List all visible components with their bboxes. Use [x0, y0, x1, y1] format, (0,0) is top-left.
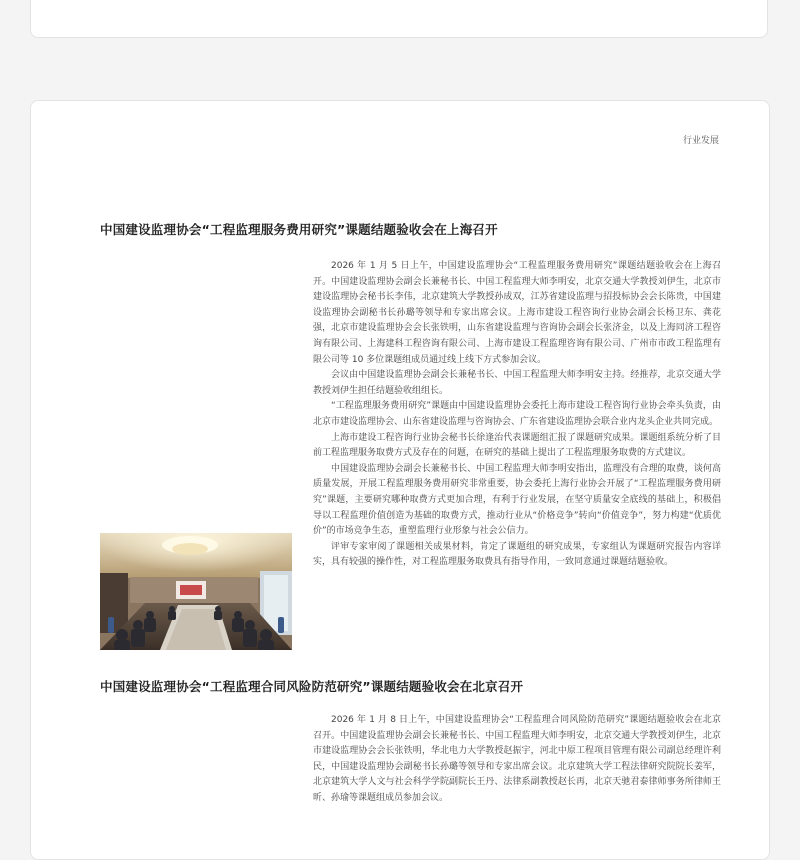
paragraph: 评审专家审阅了课题相关成果材料，肯定了课题组的研究成果，专家组认为课题研究报告内容详实，具有较强的操作性，对工程监理服务取费具有指导作用，一致同意通过课题结题验收。: [313, 541, 721, 568]
article-2-body: [313, 713, 721, 803]
paragraph: 上海市建设工程咨询行业协会秘书长徐逢治代表课题组汇报了课题研究成果。课题组系统分析了目前工程监理服务取费方式及存在的问题，在研究的基础上提出了工程监理服务取费的方式建议。: [313, 432, 721, 459]
article-1-title: 中国建设监理协会“工程监理服务费用研究”课题结题验收会在上海召开: [100, 222, 498, 237]
meeting-photo: [100, 533, 292, 650]
paragraph: 会议由中国建设监理协会副会长兼秘书长、中国工程监理大师李明安主持。经推荐，北京交通大学教授刘伊生担任结题验收组组长。: [313, 370, 721, 396]
paragraph: 2026 年 1 月 5 日上午，中国建设监理协会“工程监理服务费用研究”课题结题验收会在上海召开。中国建设监理协会副会长兼秘书长、中国工程监理大师李明安，北京交通大学教授刘伊生，北京市建设监理协会秘书长李伟，北京建筑大学教授孙成双，江苏省建设监理与招投标协会会长陈贵，中国建设监理协会副秘书长孙璐等领导和专家出席会议。上海市建设工程咨询行业协会副会长杨卫东、龚花强，北京市建设监理协会会长张铁明，山东省建设监理与咨询协会副会长张济金，以及上海同济工程咨询有限公司、上海建科工程咨询有限公司、上海市建设工程监理咨询有限公司、广州市市政工程监理有限公司等 10 多位课题组成员通过线上线下方式参加会议。: [313, 261, 721, 365]
paragraph: 中国建设监理协会副会长兼秘书长、中国工程监理大师李明安指出，监理没有合理的取费，谈何高质量发展，开展工程监理服务费用研究非常重要，协会委托上海行业协会开展了“工程监理服务费用研究”课题，主要研究哪种取费方式更加合理，有利于行业发展，在坚守质量安全底线的基础上，积极倡导以工程监理价值创造为基础的取费方式，推动行业从“价格竞争”转向“价值竞争”，努力构建“优质优价”的市场竞争生态，重塑监理行业形象与社会公信力。: [313, 463, 721, 537]
paragraph: 2026 年 1 月 8 日上午，中国建设监理协会“工程监理合同风险防范研究”课题结题验收会在北京召开。中国建设监理协会副会长兼秘书长、中国工程监理大师李明安，北京交通大学教授刘伊生，北京市建设监理协会会长张铁明，华北电力大学教授赵振宇，河北中原工程项目管理有限公司副总经理许利民，中国建设监理协会副秘书长孙璐等领导和专家出席会议。北京建筑大学工程法律研究院院长姜军，北京建筑大学人文与社会科学学院副院长王丹、法律系副教授赵长再，北京天驰君泰律师事务所律师王昕、孙瑜等课题组成员参加会议。: [313, 715, 721, 803]
paragraph: “工程监理服务费用研究”课题由中国建设监理协会委托上海市建设工程咨询行业协会牵头负责，由北京市建设监理协会、山东省建设监理与咨询协会、广东省建设监理协会联合业内龙头企业共同完成。: [313, 401, 721, 427]
category-tag[interactable]: 行业发展: [683, 136, 720, 146]
conference-room-image: [100, 533, 292, 650]
article-2-title: 中国建设监理协会“工程监理合同风险防范研究”课题结题验收会在北京召开: [100, 679, 524, 694]
previous-article-card: [30, 0, 768, 38]
article-1-body: [313, 259, 721, 571]
article-card: [30, 100, 770, 860]
